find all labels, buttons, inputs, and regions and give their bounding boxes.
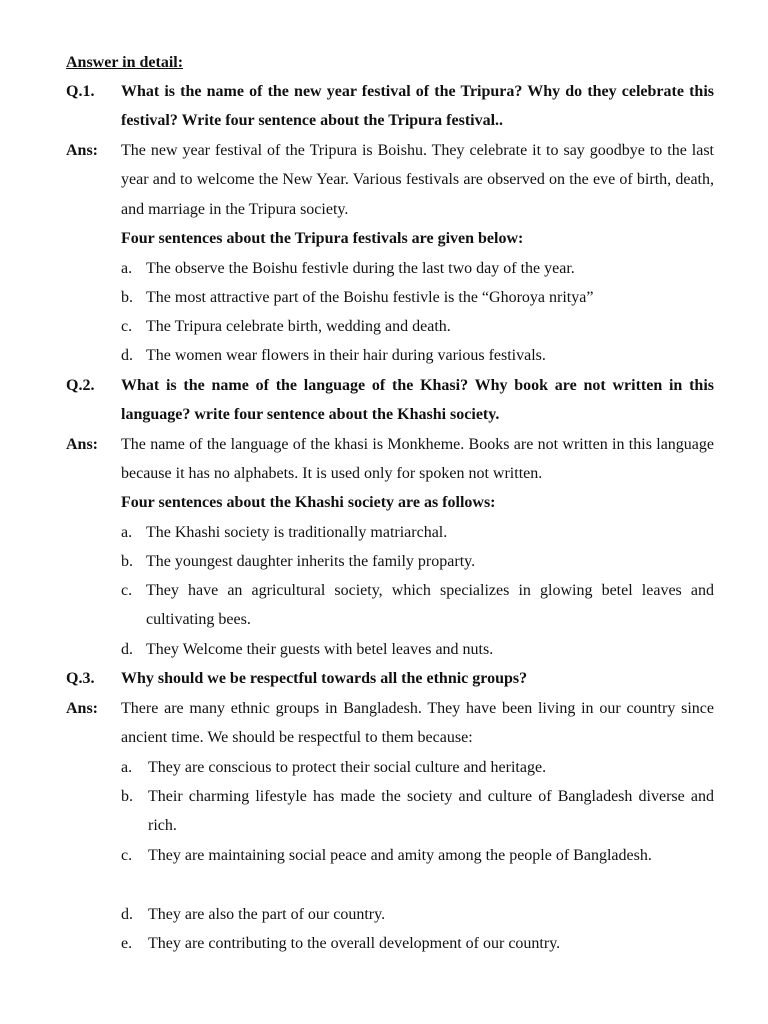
list-marker: b.: [121, 289, 133, 306]
list-item: [121, 576, 714, 635]
answer-2-label: Ans:: [66, 436, 99, 453]
list-text: The most attractive part of the Boishu festivle is the “Ghoroya nritya”: [146, 289, 594, 306]
question-1: [66, 77, 714, 136]
list-item: [121, 841, 714, 870]
answer-3: [66, 694, 714, 753]
list-item: [121, 312, 714, 341]
answer-1-label: Ans:: [66, 142, 99, 159]
list-text: They are conscious to protect their social culture and heritage.: [148, 759, 547, 776]
answer-3-text: There are many ethnic groups in Bangladesh. They have been living in our country since ancient time. We should be respectful to them because:: [121, 700, 714, 747]
list-item: [121, 753, 714, 782]
list-text: They are also the part of our country.: [148, 906, 386, 923]
list-item: [121, 518, 714, 547]
question-1-text: What is the name of the new year festival of the Tripura? Why do they celebrate this festival? Write four sentence about the Tripura festival..: [121, 83, 714, 130]
list-item: [121, 341, 714, 370]
list-text: The women wear flowers in their hair during various festivals.: [146, 347, 546, 364]
list-marker: b.: [121, 553, 133, 570]
list-text: The Tripura celebrate birth, wedding and death.: [146, 318, 451, 335]
list-marker: c.: [121, 847, 133, 864]
list-marker: e.: [121, 935, 133, 952]
list-text: They are contributing to the overall development of our country.: [148, 935, 561, 952]
list-text: The observe the Boishu festivle during the last two day of the year.: [146, 260, 575, 277]
answer-2: [66, 430, 714, 489]
list-marker: d.: [121, 906, 133, 923]
list-marker: a.: [121, 260, 133, 277]
list-item: [121, 283, 714, 312]
answer-2-subheading: Four sentences about the Khashi society are as follows:: [121, 494, 496, 511]
list-item: [121, 635, 714, 664]
question-1-label: Q.1.: [66, 83, 95, 100]
list-item: [121, 929, 714, 958]
answer-1-subheading: Four sentences about the Tripura festivals are given below:: [121, 230, 524, 247]
list-marker: d.: [121, 347, 133, 364]
question-2: [66, 371, 714, 430]
question-2-label: Q.2.: [66, 377, 95, 394]
list-item: [121, 900, 714, 929]
section-heading: Answer in detail:: [66, 54, 184, 71]
list-text: The youngest daughter inherits the family proparty.: [146, 553, 476, 570]
list-text: They Welcome their guests with betel leaves and nuts.: [146, 641, 494, 658]
list-text: They are maintaining social peace and amity among the people of Bangladesh.: [148, 847, 652, 864]
list-marker: d.: [121, 641, 133, 658]
list-item: [121, 782, 714, 841]
list-item: [121, 547, 714, 576]
question-3-label: Q.3.: [66, 670, 95, 687]
list-text: They have an agricultural society, which specializes in glowing betel leaves and cultivating bees.: [146, 582, 714, 629]
list-text: The Khashi society is traditionally matriarchal.: [146, 524, 448, 541]
answer-1: [66, 136, 714, 224]
answer-3-label: Ans:: [66, 700, 99, 717]
list-item: [121, 254, 714, 283]
answer-2-text: The name of the language of the khasi is Monkheme. Books are not written in this language because it has no alphabets. It is used only for spoken not written.: [121, 436, 714, 483]
question-3-text: Why should we be respectful towards all the ethnic groups?: [121, 670, 528, 687]
list-marker: a.: [121, 759, 133, 776]
list-marker: a.: [121, 524, 133, 541]
question-3: [66, 664, 714, 693]
list-marker: c.: [121, 582, 133, 599]
list-marker: b.: [121, 788, 133, 805]
list-text: Their charming lifestyle has made the society and culture of Bangladesh diverse and rich.: [148, 788, 714, 835]
answer-1-text: The new year festival of the Tripura is Boishu. They celebrate it to say goodbye to the last year and to welcome the New Year. Various festivals are observed on the eve of birth, death, and marriage in the Tripura society.: [121, 142, 714, 218]
question-2-text: What is the name of the language of the Khasi? Why book are not written in this language? write four sentence about the Khashi society.: [121, 377, 714, 424]
list-marker: c.: [121, 318, 133, 335]
